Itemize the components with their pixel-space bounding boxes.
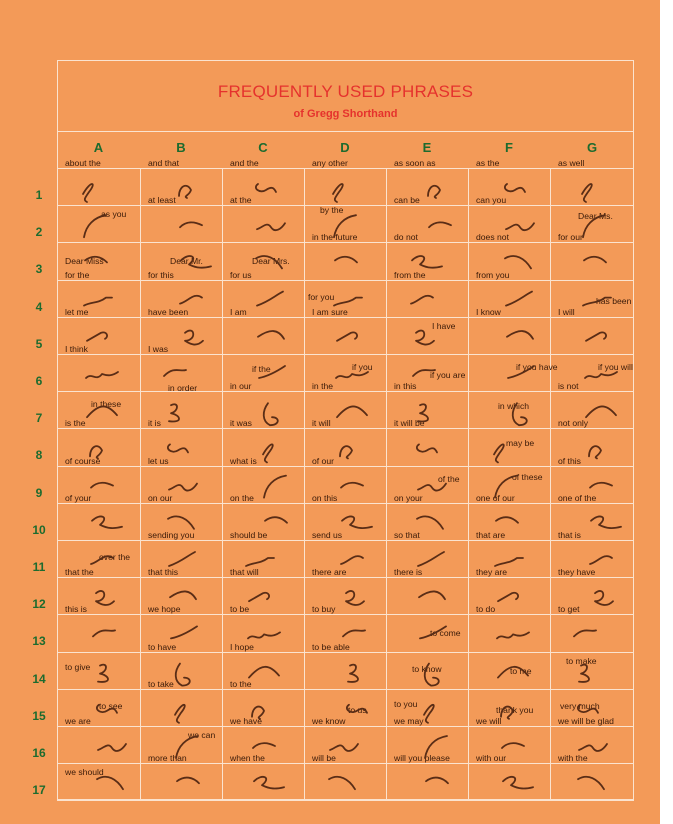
row-number-8: 8 — [35, 448, 43, 462]
row-number-9: 9 — [35, 486, 43, 500]
phrase-label: we may — [394, 716, 424, 726]
shorthand-outline — [265, 517, 287, 523]
shorthand-outline — [495, 558, 523, 566]
shorthand-outline — [586, 406, 616, 417]
phrase-label: I am sure — [312, 307, 348, 317]
column-header-f: F — [505, 140, 513, 155]
phrase-label: to the — [230, 679, 252, 689]
shorthand-outline — [248, 632, 280, 638]
column-header-a: A — [93, 140, 104, 155]
phrase-label: there is — [394, 567, 423, 577]
phrase-label: should be — [230, 530, 268, 540]
phrase-label: is not — [558, 381, 579, 391]
row-number-13: 13 — [32, 634, 46, 648]
shorthand-outline — [341, 556, 363, 564]
shorthand-outline — [503, 777, 533, 789]
phrase-label: for the — [65, 270, 90, 280]
shorthand-outline — [176, 664, 190, 686]
phrase-label: in the future — [312, 232, 358, 242]
shorthand-outline — [589, 446, 601, 458]
phrase-label: I hope — [230, 642, 254, 652]
shorthand-outline — [254, 777, 284, 789]
shorthand-outline — [418, 552, 444, 566]
shorthand-outline — [590, 556, 612, 564]
shorthand-outline — [578, 705, 598, 713]
shorthand-outline — [169, 404, 179, 421]
shorthand-outline — [501, 707, 513, 719]
phrase-label: if the — [252, 364, 271, 374]
phrase-label: one of the — [558, 493, 597, 503]
shorthand-outline — [424, 705, 434, 723]
shorthand-outline — [590, 483, 612, 488]
phrase-label: to buy — [312, 604, 336, 614]
phrase-label: as soon as — [394, 158, 436, 168]
phrase-label: I think — [65, 344, 88, 354]
phrase-label: for our — [558, 232, 583, 242]
shorthand-outline — [249, 593, 269, 601]
phrase-label: when the — [230, 753, 265, 763]
shorthand-outline — [342, 516, 372, 528]
phrase-label: of these — [512, 472, 543, 482]
phrase-label: for you — [308, 292, 335, 302]
phrase-label: to come — [430, 628, 461, 638]
shorthand-outline — [336, 372, 368, 378]
phrase-label: it was — [230, 418, 252, 428]
shorthand-outline — [85, 257, 107, 263]
phrase-label: Dear Mr. — [170, 256, 203, 266]
shorthand-outline — [168, 444, 188, 452]
phrase-label: to get — [558, 604, 580, 614]
shorthand-outline — [98, 665, 108, 682]
phrase-label: to be able — [312, 642, 350, 652]
row-number-12: 12 — [32, 597, 46, 611]
phrase-label: in our — [230, 381, 252, 391]
shorthand-outline — [185, 331, 203, 345]
phrase-label: I am — [230, 307, 247, 317]
phrase-label: have been — [148, 307, 189, 317]
phrase-label: to give — [65, 662, 91, 672]
shorthand-outline — [574, 630, 596, 636]
shorthand-outline — [98, 744, 126, 751]
phrase-label: of this — [558, 456, 581, 466]
shorthand-outline — [334, 298, 362, 306]
shorthand-outline — [513, 403, 527, 425]
phrase-label: can be — [394, 195, 420, 205]
shorthand-outline — [175, 705, 185, 723]
phrase-label: let us — [148, 456, 169, 466]
shorthand-outline — [595, 591, 613, 605]
shorthand-outline — [330, 744, 358, 751]
phrase-label: I will — [558, 307, 575, 317]
shorthand-outline — [579, 744, 607, 751]
phrase-label: on your — [394, 493, 423, 503]
phrase-label: if you are — [430, 370, 466, 380]
shorthand-outline — [169, 484, 197, 491]
shorthand-outline — [502, 743, 524, 748]
phrase-label: it is — [148, 418, 161, 428]
shorthand-outline — [505, 256, 531, 268]
phrase-label: what is — [230, 456, 257, 466]
phrase-label: as the — [476, 158, 500, 168]
shorthand-outline — [495, 476, 517, 498]
shorthand-outline — [264, 403, 278, 425]
shorthand-outline — [411, 296, 433, 304]
phrase-label: there are — [312, 567, 347, 577]
phrase-label: will be — [312, 753, 336, 763]
row-number-14: 14 — [32, 672, 46, 686]
phrase-label: in this — [394, 381, 417, 391]
shorthand-outline — [425, 736, 447, 758]
shorthand-outline — [256, 184, 276, 192]
shorthand-outline — [180, 222, 202, 227]
phrase-label: Dear Ms. — [578, 211, 613, 221]
shorthand-outline — [426, 778, 448, 784]
phrase-label: has been — [596, 296, 632, 306]
shorthand-outline — [256, 256, 282, 268]
phrase-label: that will — [230, 567, 259, 577]
phrase-label: to know — [412, 664, 442, 674]
shorthand-outline — [583, 298, 611, 306]
phrase-label: very much — [560, 701, 600, 711]
phrase-label: this is — [65, 604, 87, 614]
shorthand-outline — [417, 516, 443, 528]
shorthand-outline — [341, 483, 363, 488]
phrase-label: to me — [510, 666, 532, 676]
phrase-label: with the — [558, 753, 588, 763]
shorthand-outline — [264, 476, 286, 498]
phrase-label: by the — [320, 205, 344, 215]
shorthand-outline — [579, 665, 589, 682]
phrase-label: that the — [65, 567, 94, 577]
phrase-label: for us — [230, 270, 252, 280]
shorthand-outline — [169, 552, 195, 566]
shorthand-outline — [584, 257, 606, 263]
phrase-label: at the — [230, 195, 252, 205]
row-number-7: 7 — [35, 411, 43, 425]
column-header-d: D — [340, 140, 350, 155]
shorthand-outline — [90, 446, 102, 458]
row-number-16: 16 — [32, 746, 46, 760]
phrase-label: we have — [230, 716, 263, 726]
row-number-6: 6 — [35, 374, 43, 388]
phrase-label: that are — [476, 530, 506, 540]
phrase-label: on this — [312, 493, 338, 503]
shorthand-outline — [337, 406, 367, 417]
shorthand-outline — [84, 298, 112, 306]
shorthand-outline — [418, 404, 428, 421]
shorthand-outline — [257, 292, 283, 306]
phrase-label: over the — [99, 552, 131, 562]
phrase-label: do not — [394, 232, 418, 242]
shorthand-outline — [181, 256, 211, 268]
phrase-label: we hope — [148, 604, 181, 614]
phrase-label: Dear Miss — [65, 256, 104, 266]
phrase-label: as well — [558, 158, 585, 168]
shorthand-outline — [506, 223, 534, 230]
phrase-label: not only — [558, 418, 589, 428]
phrase-label: on the — [230, 493, 254, 503]
phrase-label: will you please — [394, 753, 450, 763]
phrase-label: at least — [148, 195, 176, 205]
phrase-label: does not — [476, 232, 509, 242]
phrase-label: from the — [394, 270, 426, 280]
page-subtitle: of Gregg Shorthand — [293, 108, 398, 120]
phrase-label: to see — [99, 701, 123, 711]
shorthand-outline — [494, 444, 504, 462]
shorthand-outline — [86, 372, 118, 378]
phrase-label: I have — [432, 321, 456, 331]
phrase-label: we will — [476, 716, 502, 726]
shorthand-outline — [246, 558, 274, 566]
shorthand-outline — [586, 332, 606, 340]
phrase-label: to make — [566, 656, 597, 666]
phrase-label: it will — [312, 418, 331, 428]
phrase-label: so that — [394, 530, 420, 540]
phrase-label: one of our — [476, 493, 515, 503]
shorthand-outline — [91, 556, 113, 564]
phrase-label: to you — [394, 699, 418, 709]
shorthand-outline — [578, 777, 604, 789]
shorthand-outline — [505, 184, 525, 192]
phrase-label: and that — [148, 158, 180, 168]
shorthand-outline — [343, 630, 365, 636]
phrase-label: on our — [148, 493, 173, 503]
shorthand-outline — [497, 632, 529, 638]
phrase-label: in these — [91, 399, 122, 409]
page-title: FREQUENTLY USED PHRASES — [217, 82, 474, 101]
shorthand-outline — [335, 257, 357, 263]
shorthand-outline — [337, 332, 357, 340]
phrase-label: of your — [65, 493, 92, 503]
shorthand-outline — [425, 664, 439, 686]
shorthand-outline — [170, 591, 196, 599]
phrase-label: if you will — [598, 362, 633, 372]
phrase-label: with our — [476, 753, 507, 763]
shorthand-outline — [591, 516, 621, 528]
shorthand-outline — [428, 186, 440, 198]
shorthand-outline — [93, 630, 115, 636]
shorthand-outline — [416, 331, 434, 345]
column-header-b: B — [176, 140, 186, 155]
shorthand-outline — [498, 593, 518, 601]
row-number-11: 11 — [32, 560, 46, 574]
phrase-label: we know — [312, 716, 346, 726]
shorthand-outline — [346, 591, 364, 605]
shorthand-outline — [179, 186, 191, 198]
shorthand-outline — [257, 223, 285, 230]
column-header-g: G — [586, 140, 598, 155]
phrase-label: from you — [476, 270, 510, 280]
shorthand-outline — [168, 516, 194, 528]
phrase-label: Dear Mrs. — [252, 256, 290, 266]
phrase-label: we can — [188, 730, 216, 740]
phrase-label: we are — [65, 716, 91, 726]
shorthand-outline — [506, 292, 532, 306]
row-number-4: 4 — [35, 300, 43, 314]
shorthand-outline — [97, 705, 117, 713]
phrase-label: we should — [65, 767, 104, 777]
shorthand-outline — [507, 331, 533, 339]
row-number-10: 10 — [32, 523, 46, 537]
phrase-label: may be — [506, 438, 535, 448]
phrase-label: that is — [558, 530, 581, 540]
phrase-label: it will be — [394, 418, 425, 428]
phrase-label: send us — [312, 530, 343, 540]
phrase-label: as you — [101, 209, 127, 219]
shorthand-outline — [177, 778, 199, 784]
shorthand-outline — [429, 222, 451, 227]
shorthand-outline — [498, 667, 528, 678]
phrase-label: about the — [65, 158, 101, 168]
phrase-label: we will be glad — [558, 716, 614, 726]
phrase-label: let me — [65, 307, 89, 317]
shorthand-outline — [249, 667, 279, 678]
phrase-label: of the — [438, 474, 460, 484]
phrase-label: for this — [148, 270, 174, 280]
shorthand-outline — [171, 626, 197, 638]
phrase-label: any other — [312, 158, 348, 168]
shorthand-outline — [87, 332, 107, 340]
phrase-label: to have — [148, 642, 177, 652]
shorthand-outline — [418, 484, 446, 491]
phrase-label: of course — [65, 456, 101, 466]
shorthand-outline — [83, 184, 93, 202]
phrase-label: to us — [348, 705, 367, 715]
phrase-label: and the — [230, 158, 259, 168]
shorthand-outline — [259, 366, 285, 378]
shorthand-outline — [87, 406, 117, 417]
phrase-label: in which — [498, 401, 530, 411]
shorthand-outline — [91, 483, 113, 488]
phrase-label: thank you — [496, 705, 534, 715]
phrase-label: in order — [168, 383, 198, 393]
shorthand-outline — [583, 215, 605, 237]
shorthand-outline — [412, 256, 442, 268]
shorthand-outline — [340, 446, 352, 458]
phrase-label: that this — [148, 567, 179, 577]
phrase-label: to do — [476, 604, 496, 614]
shorthand-outline — [96, 591, 114, 605]
row-number-17: 17 — [32, 783, 46, 797]
shorthand-outline — [334, 215, 356, 237]
shorthand-outline — [329, 777, 355, 789]
shorthand-outline — [263, 444, 273, 462]
phrase-label: sending you — [148, 530, 195, 540]
shorthand-outline — [252, 707, 264, 719]
phrase-label: more than — [148, 753, 187, 763]
shorthand-outline — [413, 370, 435, 376]
phrase-label: I was — [148, 344, 169, 354]
shorthand-outline — [84, 215, 106, 237]
row-number-2: 2 — [35, 225, 43, 239]
shorthand-outline — [496, 517, 518, 523]
shorthand-outline — [253, 743, 275, 748]
shorthand-outline — [333, 184, 343, 202]
row-number-1: 1 — [35, 188, 43, 202]
shorthand-outline — [508, 366, 534, 378]
phrase-label: I know — [476, 307, 501, 317]
phrase-label: can you — [476, 195, 507, 205]
shorthand-outline — [176, 736, 198, 758]
shorthand-outline — [419, 591, 445, 599]
phrase-label: is the — [65, 418, 86, 428]
shorthand-outline — [582, 184, 592, 202]
shorthand-outline — [92, 516, 122, 528]
column-header-c: C — [258, 140, 268, 155]
shorthand-outline — [180, 296, 202, 304]
shorthand-outline — [97, 777, 123, 789]
phrase-label: they are — [476, 567, 508, 577]
row-number-3: 3 — [35, 262, 43, 276]
shorthand-outline — [348, 665, 358, 682]
shorthand-outline — [420, 626, 446, 638]
row-number-5: 5 — [35, 337, 43, 351]
shorthand-outline — [347, 705, 367, 713]
shorthand-outline — [164, 370, 186, 376]
phrase-label: in the — [312, 381, 334, 391]
column-header-e: E — [422, 140, 432, 155]
phrase-label: if you have — [516, 362, 558, 372]
shorthand-outline — [258, 331, 284, 339]
phrase-label: of our — [312, 456, 334, 466]
shorthand-outline — [585, 372, 617, 378]
phrase-label: to be — [230, 604, 250, 614]
shorthand-outline — [417, 444, 437, 452]
row-number-15: 15 — [32, 709, 46, 723]
phrase-label: they have — [558, 567, 596, 577]
phrase-label: to take — [148, 679, 174, 689]
phrase-label: if you — [352, 362, 373, 372]
